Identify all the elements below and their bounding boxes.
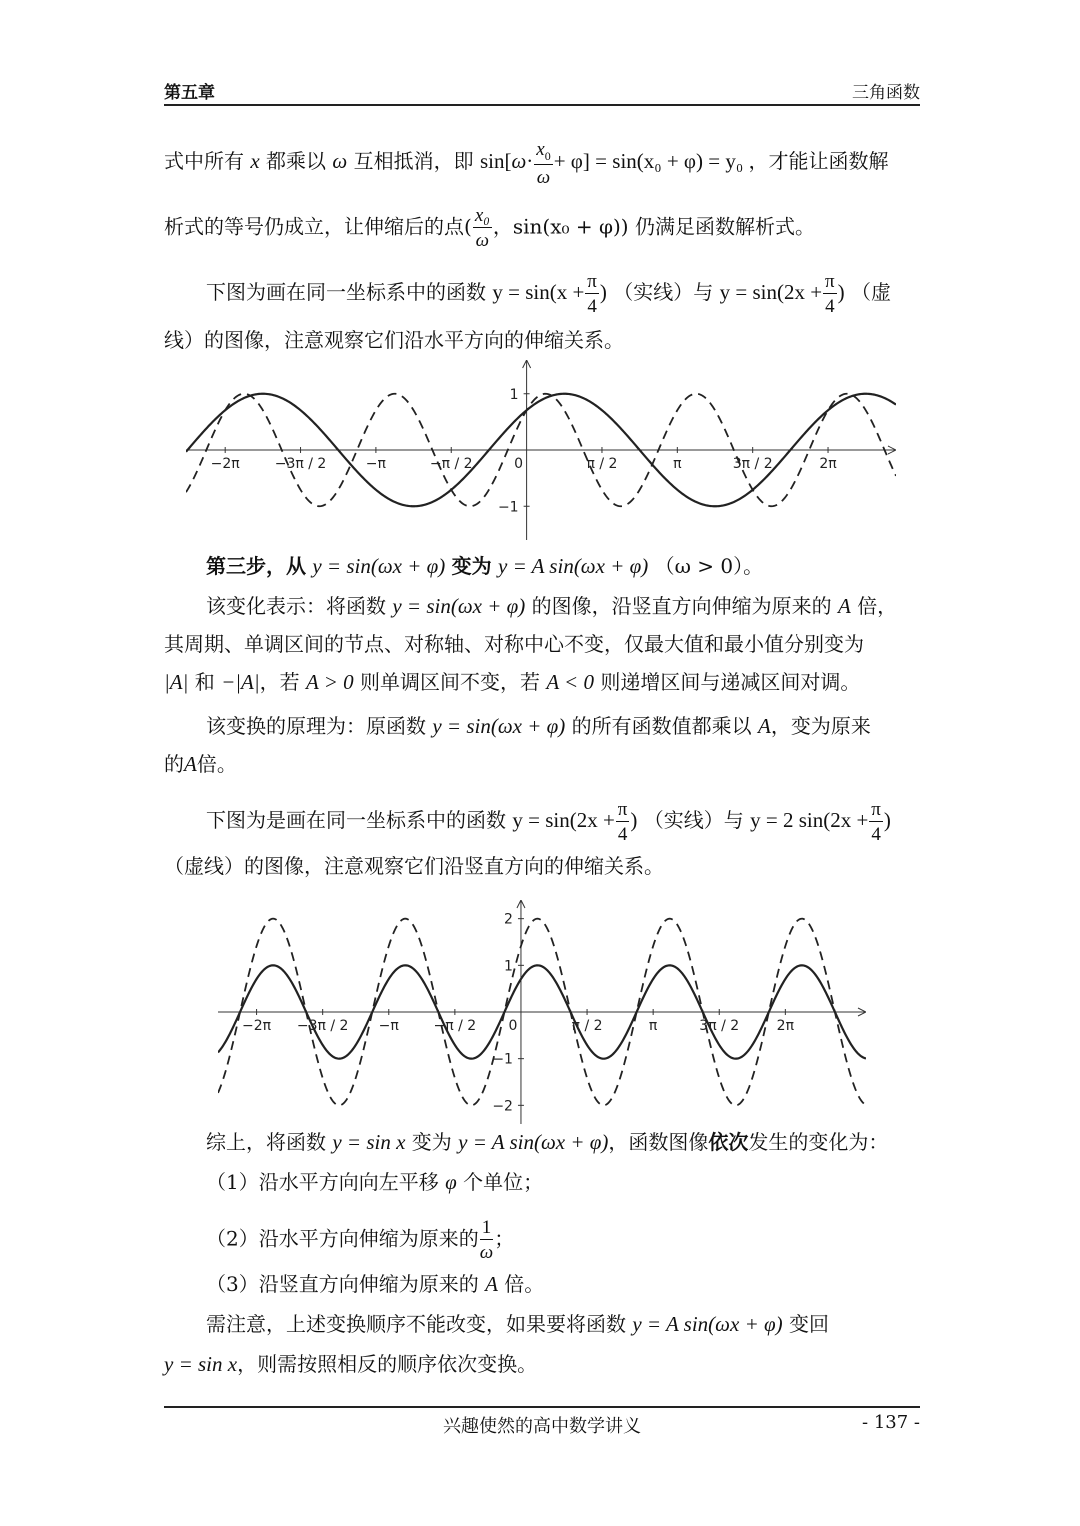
fraction-denominator: ω [479,1242,494,1263]
fraction-numerator: π [587,271,597,292]
x-tick-label: −3π / 2 [274,456,327,472]
y-tick-label: −1 [492,1051,513,1068]
text: 析式的等号仍成立，让伸缩后的点( [164,214,472,239]
x-tick-label: π / 2 [571,1018,603,1034]
paragraph-3-line-3 [164,668,920,696]
equation [719,271,845,317]
step-2 [206,1218,920,1262]
x-tick-label: −π [365,456,386,472]
text: 的所有函数值都乘以 [571,714,752,738]
math-var: A [184,752,197,776]
equation [750,799,891,845]
text: 该变化表示：将函数 [206,594,386,618]
page-number: - 137 - [862,1412,920,1433]
math-text: y = 2 sin(2x + [750,807,869,832]
text: 变为 [411,1130,452,1154]
x-tick-label: −π / 2 [433,1018,477,1034]
math-sub: 0 [544,148,551,163]
equation: y = sin(ωx + φ) [432,714,566,738]
math-var: ω [332,149,348,174]
fraction [869,800,883,844]
paragraph-4-line-1 [206,712,920,740]
paragraph-3-line-1 [206,592,920,620]
text: 综上，将函数 [206,1130,326,1154]
math-var: A [838,594,851,618]
x-tick-label: 0 [508,1018,518,1034]
fraction [473,206,492,250]
math-text: y = sin(2x + [512,807,615,832]
math-text: ) [837,279,845,304]
text: ； [494,1226,515,1251]
fraction-numerator: 1 [481,1217,492,1238]
text: 和 [194,670,215,694]
text: 都乘以 [266,149,327,174]
paragraph-2-line-2: 线）的图像，注意观察它们沿水平方向的伸缩关系。 [164,328,624,352]
x-tick-label: −3π / 2 [296,1018,349,1034]
fraction-denominator: 4 [587,296,597,317]
text: 倍。 [196,752,237,776]
equation: y = A sin(ωx + φ) [498,554,649,578]
section-label: 三角函数 [852,83,920,103]
x-tick-label: −π [378,1018,399,1034]
x-tick-label: 3π / 2 [699,1018,740,1034]
math-var: ω [511,149,527,174]
y-tick-label: −2 [492,1098,513,1115]
math-var: A [485,1272,498,1296]
step-3-heading [206,552,920,580]
text: 的图像，沿竖直方向伸缩为原来的 [531,594,832,618]
text: 该变换的原理为：原函数 [206,714,426,738]
equation: y = sin(ωx + φ) [392,594,526,618]
fraction-denominator: ω [475,230,490,251]
paragraph-5-line-1 [206,800,920,844]
fraction [823,272,837,316]
text-emphasis: 依次 [708,1130,749,1154]
y-tick-label: 1 [509,386,519,403]
equation [512,799,638,845]
text: 互相抵消，即 [353,149,474,174]
fraction [480,1218,494,1262]
math-var: φ [445,1170,457,1194]
math-var: x [250,149,260,174]
text: （2）沿水平方向伸缩为原来的 [206,1226,479,1251]
equation: y = sin(ωx + φ) [312,554,446,578]
text: 变回 [788,1312,829,1336]
math-var: A [758,714,771,738]
text: 的 [164,752,184,776]
text: （ω > 0）。 [654,554,764,578]
text: （虚 [851,279,891,304]
math-var: A > 0 [306,670,354,694]
text: （1）沿水平方向向左平移 [206,1170,439,1194]
math-text: ) [599,279,607,304]
text: 发生的变化为： [748,1130,889,1154]
fraction [616,800,630,844]
math-text: sin[ [479,149,512,174]
note-line-2 [164,1350,920,1378]
equation: y = sin x [164,1352,238,1376]
x-tick-label: π [673,456,682,472]
text: （实线）与 [613,279,714,304]
math-var: −|A| [221,670,260,694]
text: 则单调区间不变，若 [359,670,540,694]
equation: y = sin x [332,1130,406,1154]
paragraph-4-line-2 [164,750,920,778]
text: 个单位； [463,1170,544,1194]
text: 倍。 [504,1272,545,1296]
text: ，函数图像 [608,1130,709,1154]
fraction-numerator: π [617,799,628,820]
fraction [534,140,552,187]
math-text: ) [630,807,638,832]
text: 则递增区间与递减区间对调。 [600,670,861,694]
x-tick-label: 2π [776,1018,795,1034]
math-var: A < 0 [546,670,594,694]
text: 变为 [451,554,492,578]
fraction [585,272,599,316]
step-1 [206,1168,920,1196]
x-tick-label: π [648,1018,658,1034]
text: ，则需按照相反的顺序依次变换。 [237,1352,538,1376]
text: ，才能让函数解 [748,149,889,174]
chart-horizontal-stretch [186,360,896,540]
y-tick-label: −1 [497,499,519,516]
chart-vertical-stretch [218,900,866,1124]
math-text: y = sin(x + [492,279,585,304]
x-tick-label: 0 [514,456,524,472]
math-var: x [536,139,545,160]
fraction-numerator: π [871,799,881,820]
x-tick-label: −π / 2 [429,456,473,472]
text: 式中所有 [164,149,244,174]
equation: sin[ω· $\frac{x_0}{\omega}$ + φ] = sin(x₀ + φ) = y₀ [479,139,744,188]
text: ，sin(x₀ + φ)) 仍满足函数解析式。 [492,214,815,239]
text: （3）沿竖直方向伸缩为原来的 [206,1272,479,1296]
equation: y = A sin(ωx + φ) [458,1130,609,1154]
summary-line [206,1128,920,1156]
math-text: + φ] = sin(x₀ + φ) = y₀ [553,149,744,174]
page-footer [164,1406,920,1438]
paragraph-2-line-1 [206,272,920,316]
text: 需注意，上述变换顺序不能改变，如果要将函数 [206,1312,626,1336]
y-tick-label: 2 [504,911,513,928]
x-tick-label: π / 2 [586,456,618,472]
fraction-numerator: π [825,271,835,292]
equation: y = A sin(ωx + φ) [632,1312,783,1336]
x-tick-label: −2π [242,1018,272,1034]
fraction-denominator: 4 [871,824,881,845]
math-text: ) [883,807,891,832]
math-text: y = sin(2x + [719,279,823,304]
step-3 [206,1270,920,1298]
math-var: |A| [164,670,189,694]
math-var: ω [536,166,551,188]
paragraph-3-line-2: 其周期、单调区间的节点、对称轴、对称中心不变，仅最大值和最小值分别变为 [164,632,864,656]
text: 下图为画在同一坐标系中的函数 [206,279,486,304]
paragraph-1-line-1 [164,140,920,187]
y-tick-label: 1 [504,958,513,975]
x-tick-label: 3π / 2 [732,456,773,472]
text: 倍， [857,594,898,618]
x-tick-label: 2π [819,456,837,472]
paragraph-5-line-2: （虚线）的图像，注意观察它们沿竖直方向的伸缩关系。 [164,854,664,878]
text: 第三步，从 [206,554,306,578]
x-tick-label: −2π [210,456,240,472]
book-title: 兴趣使然的高中数学讲义 [443,1416,641,1437]
note-line-1 [206,1310,920,1338]
text: ，变为原来 [770,714,871,738]
fraction-denominator: 4 [825,296,835,317]
fraction-numerator: x₀ [474,205,490,226]
text: 下图为是画在同一坐标系中的函数 [206,807,506,832]
paragraph-1-line-2 [164,206,920,250]
text: ，若 [259,670,300,694]
equation [492,271,607,317]
fraction-denominator: 4 [617,824,628,845]
page-header [164,78,920,106]
chapter-label: 第五章 [164,83,215,103]
text: （实线）与 [643,807,744,832]
